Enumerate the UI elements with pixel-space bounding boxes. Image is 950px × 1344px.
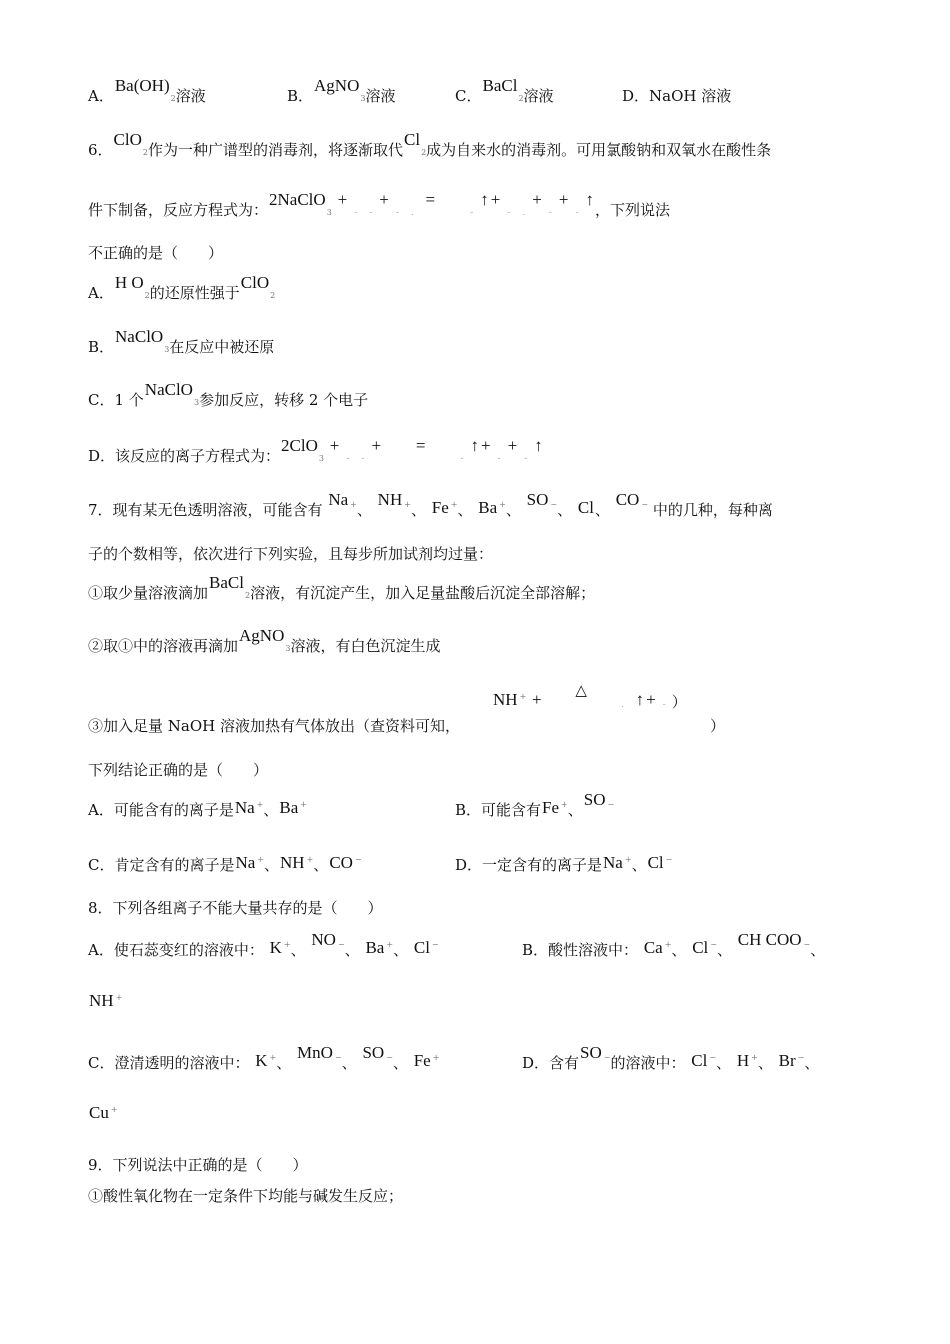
q7-option-b: B．可能含有Fe +、SO − — [455, 790, 615, 819]
q6-stem-line3: 不正确的是（ ） — [88, 244, 224, 262]
q7-question: 下列结论正确的是（ ） — [88, 761, 269, 779]
q7-step2: ②取①中的溶液再滴加AgNO3溶液，有白色沉淀生成 — [88, 626, 441, 655]
q7-step3: ③加入足量 NaOH 溶液加热有气体放出（查资料可知， — [88, 717, 460, 735]
q8-option-b-wrap: NH + — [89, 991, 123, 1010]
q8-stem: 8．下列各组离子不能大量共存的是（ ） — [88, 899, 383, 917]
q7-option-c: C．肯定含有的离子是Na +、NH +、CO − — [88, 853, 362, 874]
q7-step3-equation: NH + + △. ↑ + - ） — [493, 681, 687, 711]
q6-option-c: C．1 个NaClO3参加反应，转移 2 个电子 — [88, 380, 369, 409]
equation: 2NaClO — [269, 190, 326, 209]
formula: AgNO — [314, 76, 360, 95]
formula: BaCl — [482, 76, 518, 95]
q6-option-a: A．H O2的还原性强于ClO2 — [88, 273, 276, 302]
q7-step1: ①取少量溶液滴加BaCl2溶液，有沉淀产生，加入足量盐酸后沉淀全部溶解； — [88, 573, 596, 602]
q8-option-d: D．含有SO −的溶液中： Cl −、 H +、 Br −、 — [522, 1043, 820, 1072]
q5-option-a: A．Ba(OH)2溶液 — [88, 76, 206, 105]
q6-option-b: B．NaClO3在反应中被还原 — [88, 327, 275, 356]
q7-stem-line2: 子的个数相等，依次进行下列实验，且每步所加试剂均过量： — [88, 545, 494, 563]
q5-option-c: C．BaCl2溶液 — [455, 76, 554, 105]
q7-stem-line1: 7．现有某无色透明溶液，可能含有 Na +、 NH +、 Fe +、 Ba +、 SO −、 Cl、 CO − 中的几种，每种离 — [88, 490, 773, 519]
q8-option-c: C．澄清透明的溶液中： K +、 MnO −、 SO −、 Fe + — [88, 1043, 440, 1072]
q8-option-a: A．使石蕊变红的溶液中： K +、 NO −、 Ba +、 Cl − — [88, 930, 439, 959]
q7-option-d: D．一定含有的离子是Na +、Cl − — [455, 853, 673, 874]
q8-option-b: B．酸性溶液中： Ca +、 Cl −、 CH COO −、 — [522, 930, 826, 959]
q6-option-d: D．该反应的离子方程式为：2ClO3 +- -+ =-↑ +-+-↑ — [88, 436, 543, 465]
q7-option-a: A．可能含有的离子是Na +、Ba + — [88, 798, 307, 819]
q5-option-d: D．NaOH 溶液 — [622, 87, 732, 105]
q6-stem-line2: 件下制备，反应方程式为：2NaClO3 +- -+- . =-↑ +- .+-+-↑，下列说法 — [88, 190, 670, 219]
q9-statement-1: ①酸性氧化物在一定条件下均能与碱发生反应； — [88, 1187, 404, 1205]
q8-option-d-wrap: Cu + — [89, 1103, 118, 1122]
q6-stem-line1: 6．ClO2作为一种广谱型的消毒剂，将逐渐取代Cl2成为自来水的消毒剂。可用氯酸钠和双氧水在酸性条 — [88, 130, 772, 159]
q5-option-b: B．AgNO3溶液 — [287, 76, 396, 105]
formula: Ba(OH) — [114, 76, 170, 95]
q7-step3-close: ） — [710, 717, 726, 735]
q9-stem: 9．下列说法中正确的是（ ） — [88, 1156, 308, 1174]
